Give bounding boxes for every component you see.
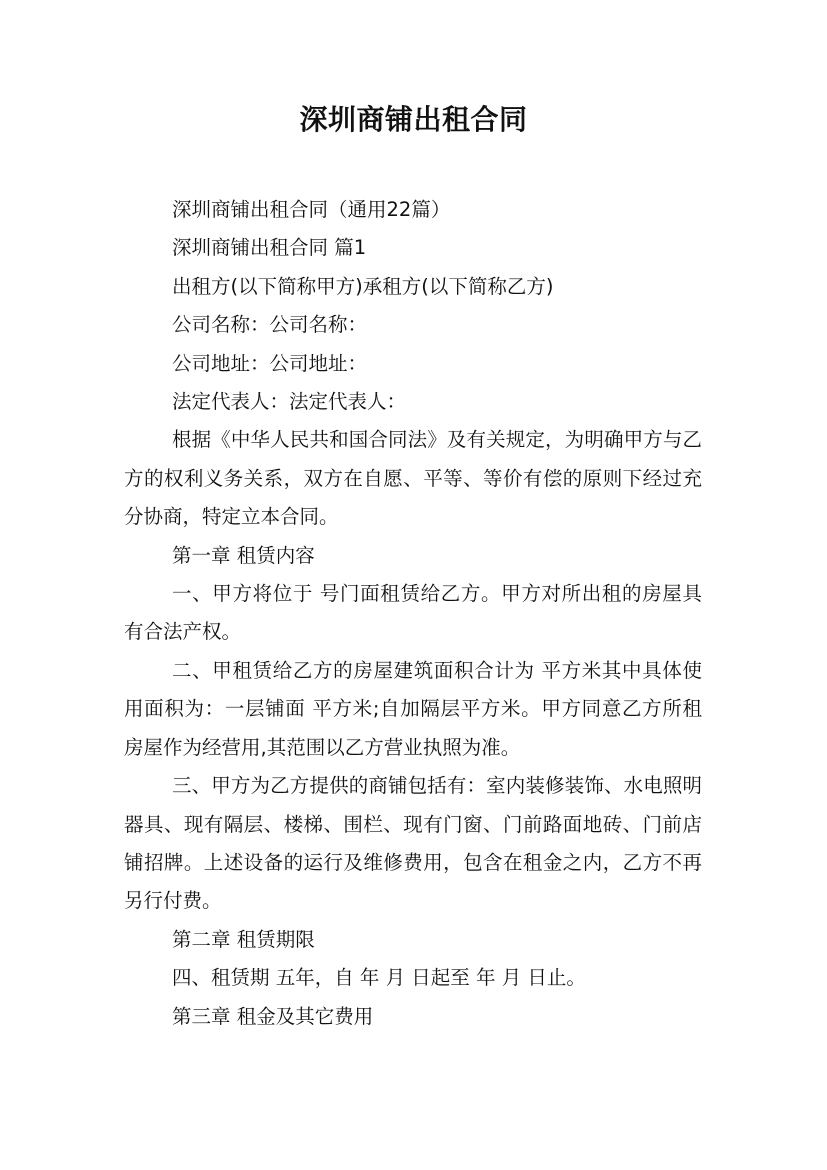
paragraph-section-label: 深圳商铺出租合同 篇1 [172,236,367,260]
clause-2: 二、甲租赁给乙方的房屋建筑面积合计为 平方米其中具体使用面积为：一层铺面 平方米;自加隔层平方米。甲方同意乙方所租房屋作为经营用,其范围以乙方营业执照为准。 [124,658,702,759]
paragraph-legal-representative: 法定代表人：法定代表人： [172,390,407,414]
document-body [124,191,702,1036]
clause-4: 四、租赁期 五年，自 年 月 日起至 年 月 日止。 [172,966,586,990]
chapter-1-heading: 第一章 租赁内容 [172,543,315,567]
paragraph-heading-collection: 深圳商铺出租合同（通用22篇） [172,198,451,221]
clause-3: 三、甲方为乙方提供的商铺包括有：室内装修装饰、水电照明器具、现有隔层、楼梯、围栏、现有门窗、门前路面地砖、门前店铺招牌。上述设备的运行及维修费用，包含在租金之内，乙方不再另行付费。 [124,774,702,913]
paragraph-company-address: 公司地址：公司地址： [172,351,368,375]
paragraph-parties: 出租方(以下简称甲方)承租方(以下简称乙方) [172,274,554,298]
document-title: 深圳商铺出租合同 [299,103,528,136]
paragraph-preamble: 根据《中华人民共和国合同法》及有关规定，为明确甲方与乙方的权利义务关系，双方在自愿、平等、等价有偿的原则下经过充分协商，特定立本合同。 [124,428,702,529]
paragraph-company-name: 公司名称：公司名称： [172,313,368,337]
chapter-2-heading: 第二章 租赁期限 [172,927,315,951]
chapter-3-heading: 第三章 租金及其它费用 [172,1004,374,1028]
clause-1: 一、甲方将位于 号门面租赁给乙方。甲方对所出租的房屋具有合法产权。 [124,582,702,644]
